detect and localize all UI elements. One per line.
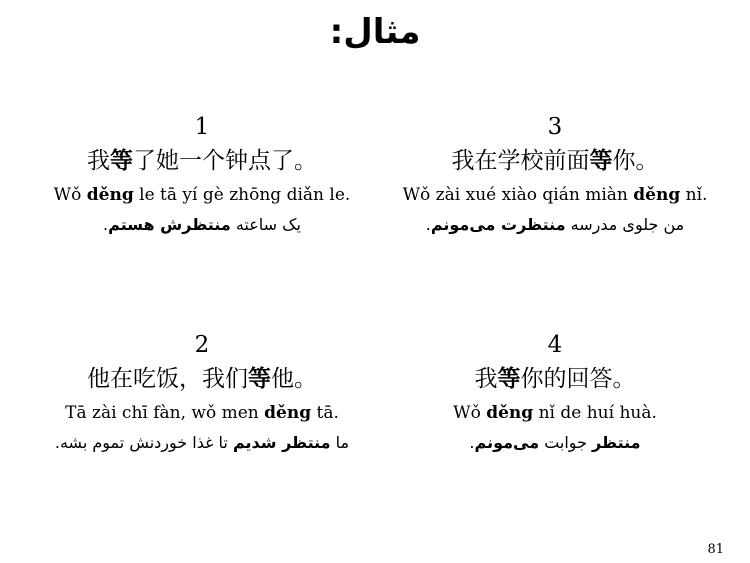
example-number: 2 [194,332,210,358]
chinese-sentence: 他在吃饭，我们等他。 [87,366,317,392]
pinyin-sentence: Tā zài chī fàn, wǒ men děng tā. [65,403,339,423]
example-3 [375,112,735,240]
example-number: 4 [547,332,563,358]
persian-translation: من جلوی مدرسه منتظرت می‌مونم. [425,215,685,234]
persian-translation: منتظر جوابت می‌مونم. [469,433,641,452]
pinyin-sentence: Wǒ děng nǐ de huí huà. [453,403,657,423]
page-title: مثال: [329,12,421,52]
example-number: 1 [194,114,210,140]
chinese-sentence: 我在学校前面等你。 [451,148,659,174]
page-number: 81 [707,542,724,557]
example-4 [375,330,735,458]
pinyin-sentence: Wǒ děng le tā yí gè zhōng diǎn le. [53,185,351,205]
example-1 [22,112,382,240]
persian-translation: یک ساعته منتظرش هستم. [103,215,301,234]
chinese-sentence: 我等你的回答。 [474,366,636,392]
example-number: 3 [547,114,563,140]
example-2 [22,330,382,458]
persian-translation: ما منتظر شدیم تا غذا خوردنش تموم بشه. [54,433,350,452]
chinese-sentence: 我等了她一个钟点了。 [87,148,317,174]
pinyin-sentence: Wǒ zài xué xiào qián miàn děng nǐ. [402,185,708,205]
